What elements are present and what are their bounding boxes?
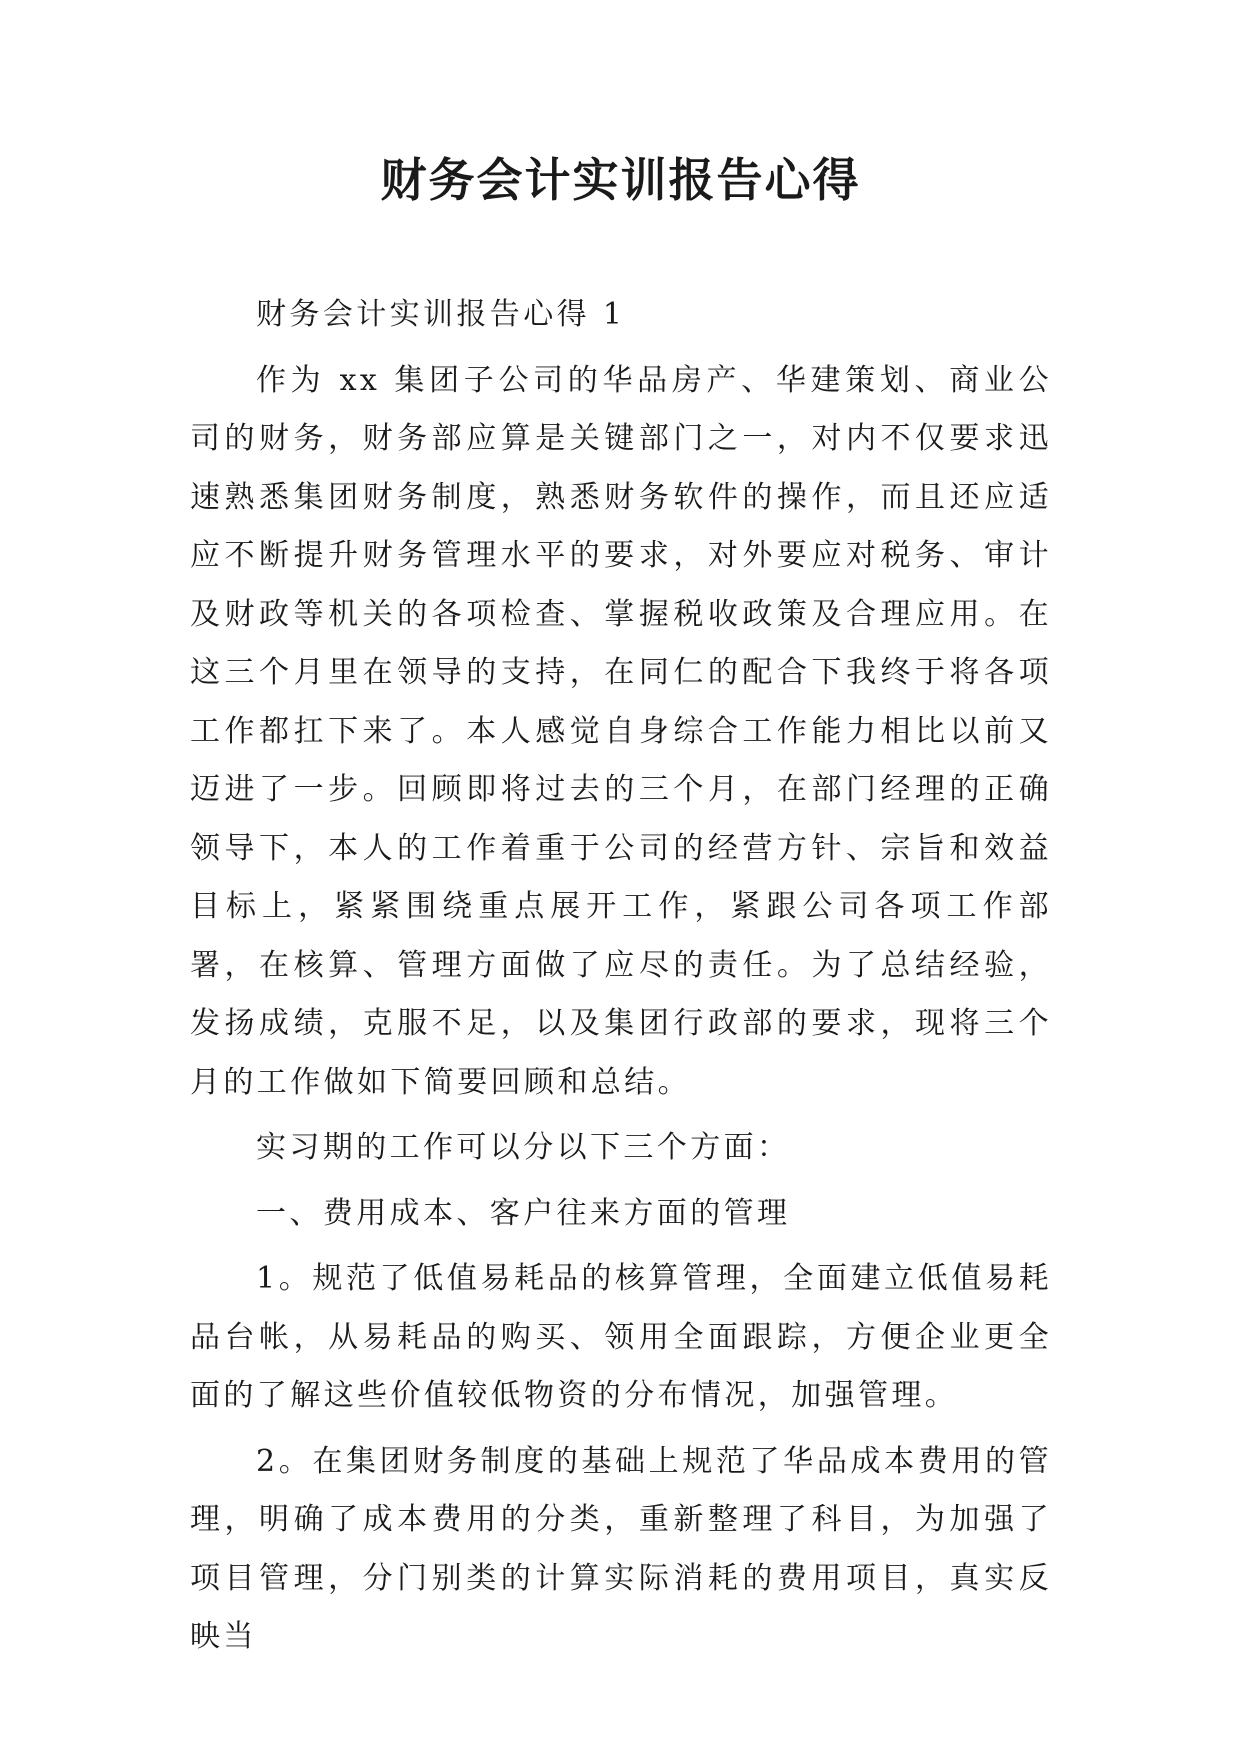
section-heading: 财务会计实训报告心得 1 (256, 297, 626, 332)
body-paragraph: 作为 xx 集团子公司的华品房产、华建策划、商业公司的财务，财务部应算是关键部门之一，对内不仅要求迅速熟悉集团财务制度，熟悉财务软件的操作，而且还应适应不断提升财务管理水平的要求，对外要应对税务、审计及财政等机关的各项检查、掌握税收政策及合理应用。在这三个月里在领导的支持，在同仁的配合下我终于将各项工作都扛下来了。本人感觉自身综合工作能力相比以前又迈进了一步。回顾即将过去的三个月，在部门经理的正确领导下，本人的工作着重于公司的经营方针、宗旨和效益目标上，紧紧围绕重点展开工作，紧跟公司各项工作部署，在核算、管理方面做了应尽的责任。为了总结经验，发扬成绩，克服不足，以及集团行政部的要求，现将三个月的工作做如下简要回顾和总结。 (190, 362, 1052, 1100)
body-paragraph: 2。在集团财务制度的基础上规范了华品成本费用的管理，明确了成本费用的分类，重新整理了科目，为加强了项目管理，分门别类的计算实际消耗的费用项目，真实反映当 (190, 1443, 1052, 1654)
document-title: 财务会计实训报告心得 (380, 153, 861, 207)
body-paragraph: 实习期的工作可以分以下三个方面： (256, 1130, 791, 1165)
body-paragraph: 1。规范了低值易耗品的核算管理，全面建立低值易耗品台帐，从易耗品的购买、领用全面跟踪，方便企业更全面的了解这些价值较低物资的分布情况，加强管理。 (190, 1261, 1052, 1413)
document-body (190, 286, 1052, 1674)
subsection-heading: 一、费用成本、客户往来方面的管理 (256, 1195, 791, 1231)
